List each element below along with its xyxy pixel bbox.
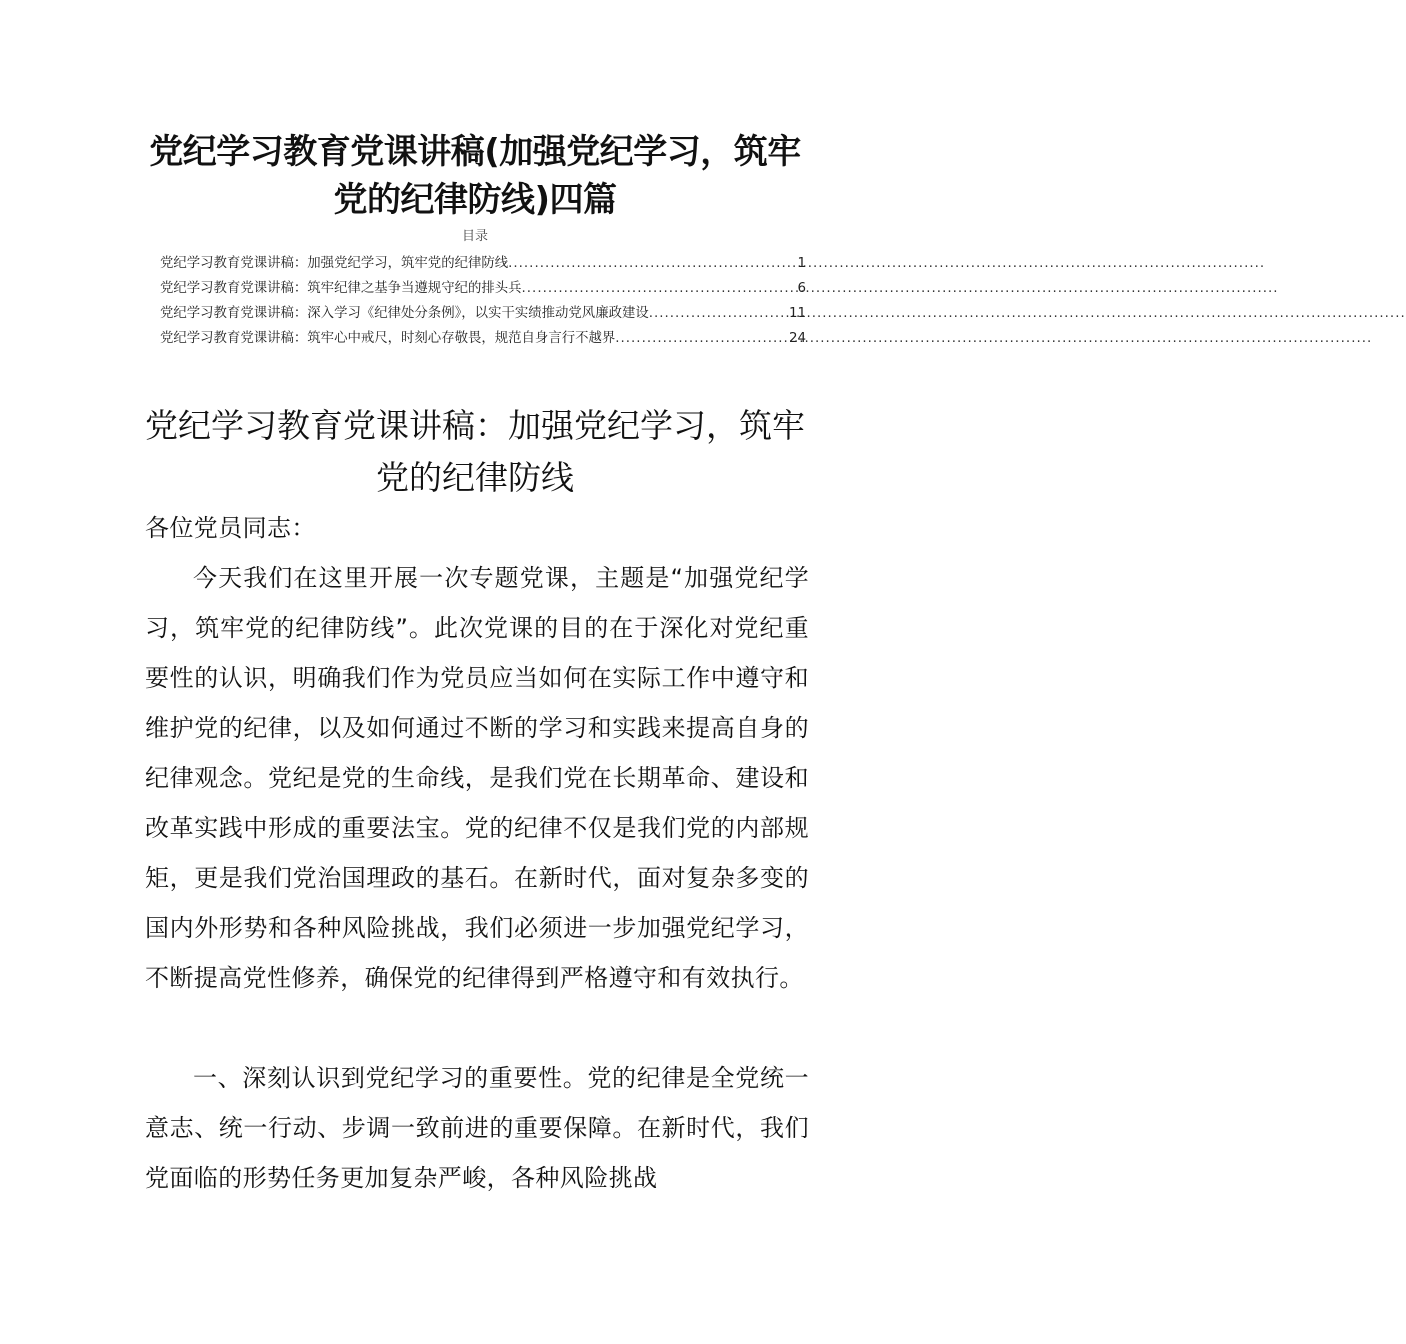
toc-page-number: 1 <box>797 256 806 271</box>
section-title: 党纪学习教育党课讲稿：加强党纪学习，筑牢党的纪律防线 <box>145 406 805 497</box>
body-paragraph-2: 一、深刻认识到党纪学习的重要性。党的纪律是全党统一意志、统一行动、步调一致前进的重要保障。在新时代，我们党面临的形势任务更加复杂严峻，各种风险挑战 <box>145 1064 809 1192</box>
toc-entry-2[interactable] <box>160 276 806 301</box>
toc-heading: 目录 <box>461 229 488 244</box>
toc-dot-leader <box>522 276 798 301</box>
document-title: 党纪学习教育党课讲稿(加强党纪学习，筑牢党的纪律防线)四篇 <box>149 132 801 220</box>
toc-entry-text: 党纪学习教育党课讲稿：筑牢纪律之基争当遵规守纪的排头兵 <box>160 281 522 296</box>
toc-entry-text: 党纪学习教育党课讲稿：深入学习《纪律处分条例》，以实干实绩推动党风廉政建设 <box>160 306 649 321</box>
toc-entry-3[interactable] <box>160 301 806 326</box>
toc-page-number: 11 <box>788 306 806 321</box>
toc-entry-text: 党纪学习教育党课讲稿：加强党纪学习，筑牢党的纪律防线 <box>160 256 509 271</box>
toc-entry-text: 党纪学习教育党课讲稿：筑牢心中戒尺，时刻心存敬畏，规范自身言行不越界 <box>160 331 616 346</box>
toc-dot-leader <box>615 326 789 351</box>
toc-entry-4[interactable] <box>160 326 806 351</box>
body-paragraph-1: 今天我们在这里开展一次专题党课，主题是“加强党纪学习，筑牢党的纪律防线”。此次党课的目的在于深化对党纪重要性的认识，明确我们作为党员应当如何在实际工作中遵守和维护党的纪律，以及如何通过不断的学习和实践来提高自身的纪律观念。党纪是党的生命线，是我们党在长期革命、建设和改革实践中形成的重要法宝。党的纪律不仅是我们党的内部规矩，更是我们党治国理政的基石。在新时代，面对复杂多变的国内外形势和各种风险挑战，我们必须进一步加强党纪学习，不断提高党性修养，确保党的纪律得到严格遵守和有效执行。 <box>145 564 809 992</box>
toc-page-number: 24 <box>788 331 806 346</box>
table-of-contents <box>160 251 806 351</box>
salutation: 各位党员同志： <box>145 514 316 542</box>
toc-dot-leader <box>508 251 797 276</box>
toc-dot-leader <box>649 301 789 326</box>
toc-entry-1[interactable] <box>160 251 806 276</box>
toc-page-number: 6 <box>797 281 806 296</box>
